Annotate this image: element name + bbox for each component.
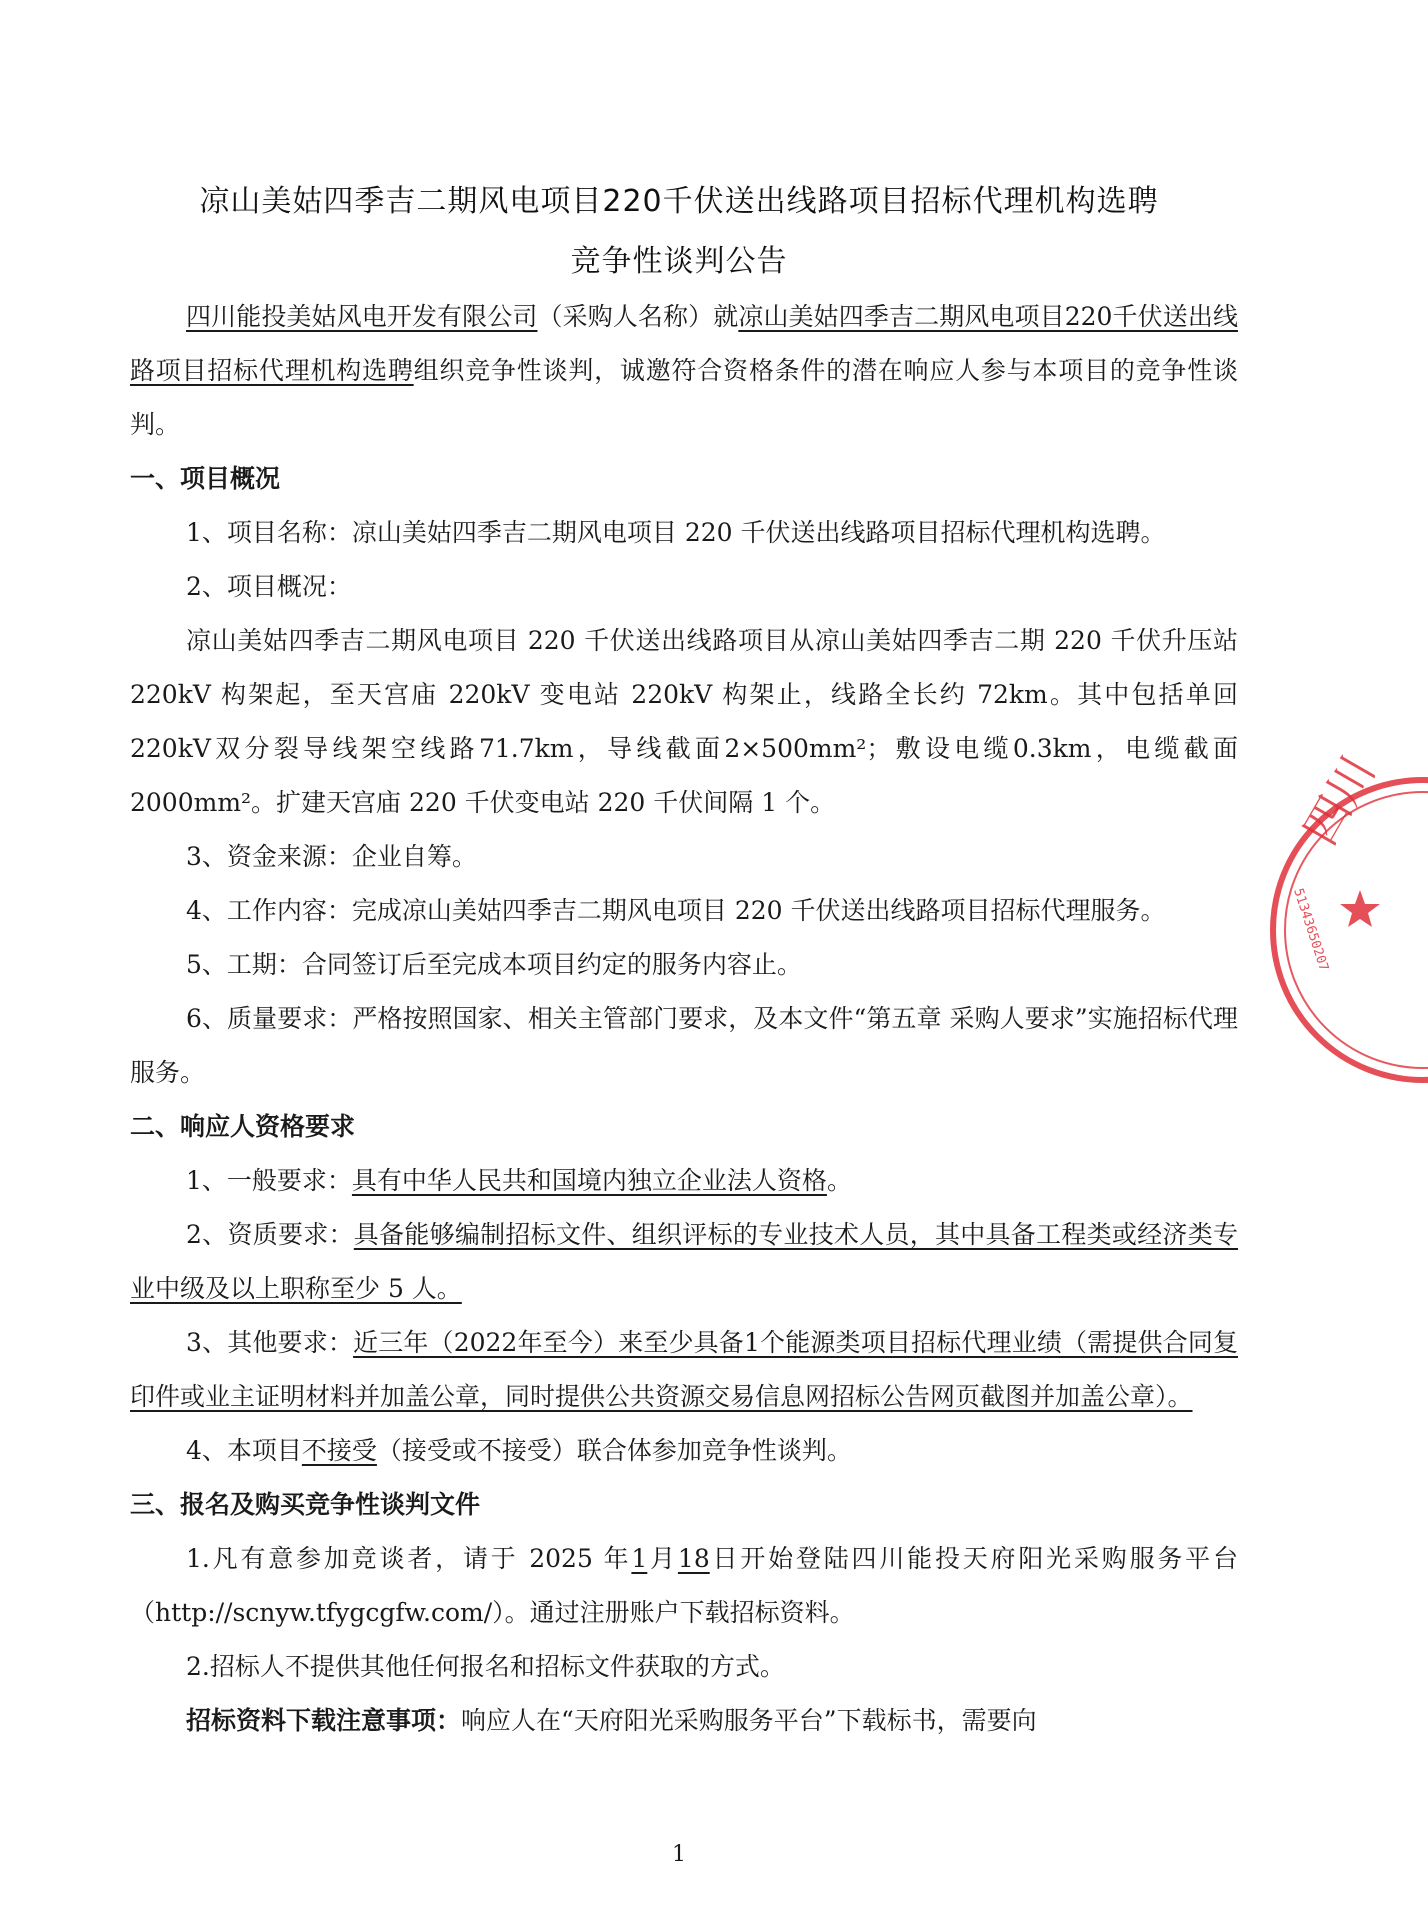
item1-end: 。 bbox=[826, 1166, 852, 1195]
section1-item3: 3、资金来源：企业自筹。 bbox=[186, 842, 477, 871]
item1-label: 1、一般要求： bbox=[186, 1166, 352, 1195]
company-seal-stamp bbox=[1248, 746, 1428, 1080]
section1-item5: 5、工期：合同签订后至完成本项目约定的服务内容止。 bbox=[186, 950, 802, 979]
item3-text: 近三年（2022年至今）来至少具备1个能源类项目招标代理业绩（需提供合同复印件或业主证明材料并加盖公章，同时提供公共资源交易信息网招标公告网页截图并加盖公章）。 bbox=[130, 1328, 1238, 1411]
section2-item1 bbox=[130, 1154, 1238, 1208]
note-label: 招标资料下载注意事项： bbox=[186, 1706, 462, 1735]
document-title-line1: 凉山美姑四季吉二期风电项目220千伏送出线路项目招标代理机构选聘 bbox=[199, 184, 1159, 219]
section3-item2: 2.招标人不提供其他任何报名和招标文件获取的方式。 bbox=[186, 1652, 785, 1681]
item1-post: 日开始登陆四川能投天府阳光采购服务平台（http://scnyw.tfygcgfw.com/）。通过注册账户下载招标资料。 bbox=[130, 1544, 1238, 1627]
section1-heading: 一、项目概况 bbox=[130, 464, 281, 493]
section1-overview: 凉山美姑四季吉二期风电项目 220 千伏送出线路项目从凉山美姑四季吉二期 220 千伏升压站 220kV 构架起，至天宫庙 220kV 变电站 220kV 构架止，线路全长约 72km。其中包括单回220kV双分裂导线架空线路71.7km，导线截面2×500mm²；敷设电缆0.3km，电缆截面2000mm²。扩建天宫庙 220 千伏变电站 220 千伏间隔 1 个。 bbox=[130, 626, 1238, 817]
section2-item4 bbox=[130, 1424, 1238, 1478]
document-title-line2: 竞争性谈判公告 bbox=[570, 244, 788, 279]
section1-item2: 2、项目概况： bbox=[186, 572, 352, 601]
section3-heading: 三、报名及购买竞争性谈判文件 bbox=[130, 1490, 481, 1519]
seal-star bbox=[1340, 890, 1380, 927]
section3-note bbox=[130, 1694, 1238, 1748]
purchaser-note: （采购人名称）就 bbox=[537, 302, 739, 331]
section1-item1: 1、项目名称：凉山美姑四季吉二期风电项目 220 千伏送出线路项目招标代理机构选聘。 bbox=[186, 518, 1166, 547]
item2-label: 2、资质要求： bbox=[186, 1220, 354, 1249]
item4-post: （接受或不接受）联合体参加竞争性谈判。 bbox=[376, 1436, 852, 1465]
intro-paragraph bbox=[130, 290, 1238, 452]
item3-label: 3、其他要求： bbox=[186, 1328, 354, 1357]
start-month: 1 bbox=[631, 1544, 648, 1573]
section2-heading: 二、响应人资格要求 bbox=[130, 1112, 356, 1141]
page-number: 1 bbox=[672, 1842, 686, 1867]
intro-rest: 组织竞争性谈判，诚邀符合资格条件的潜在响应人参与本项目的竞争性谈判。 bbox=[130, 356, 1238, 439]
section2-item2 bbox=[130, 1208, 1238, 1316]
document-body bbox=[130, 290, 1238, 1748]
note-text: 响应人在“天府阳光采购服务平台”下载标书，需要向 bbox=[461, 1706, 1037, 1735]
item1-mid: 月 bbox=[647, 1544, 678, 1573]
project-name: 凉山美姑四季吉二期风电项目220千伏送出线路项目招标代理机构选聘 bbox=[130, 302, 1238, 385]
section1-item4: 4、工作内容：完成凉山美姑四季吉二期风电项目 220 千伏送出线路项目招标代理服务。 bbox=[186, 896, 1166, 925]
seal-code: 51343650207 bbox=[1290, 886, 1332, 974]
item2-text: 具备能够编制招标文件、组织评标的专业技术人员，其中具备工程类或经济类专业中级及以上职称至少 5 人。 bbox=[130, 1220, 1238, 1303]
start-day: 18 bbox=[677, 1544, 710, 1573]
purchaser-name: 四川能投美姑风电开发有限公司 bbox=[186, 302, 538, 331]
item1-pre: 1.凡有意参加竞谈者，请于 2025 年 bbox=[186, 1544, 632, 1573]
item4-choice: 不接受 bbox=[301, 1436, 377, 1465]
seal-text: 四川 bbox=[1292, 746, 1386, 854]
section2-item3 bbox=[130, 1316, 1238, 1424]
section3-item1 bbox=[130, 1532, 1238, 1640]
item4-pre: 4、本项目 bbox=[186, 1436, 302, 1465]
section1-item6: 6、质量要求：严格按照国家、相关主管部门要求，及本文件“第五章 采购人要求”实施招标代理服务。 bbox=[130, 1004, 1238, 1087]
item1-text: 具有中华人民共和国境内独立企业法人资格 bbox=[351, 1166, 827, 1195]
